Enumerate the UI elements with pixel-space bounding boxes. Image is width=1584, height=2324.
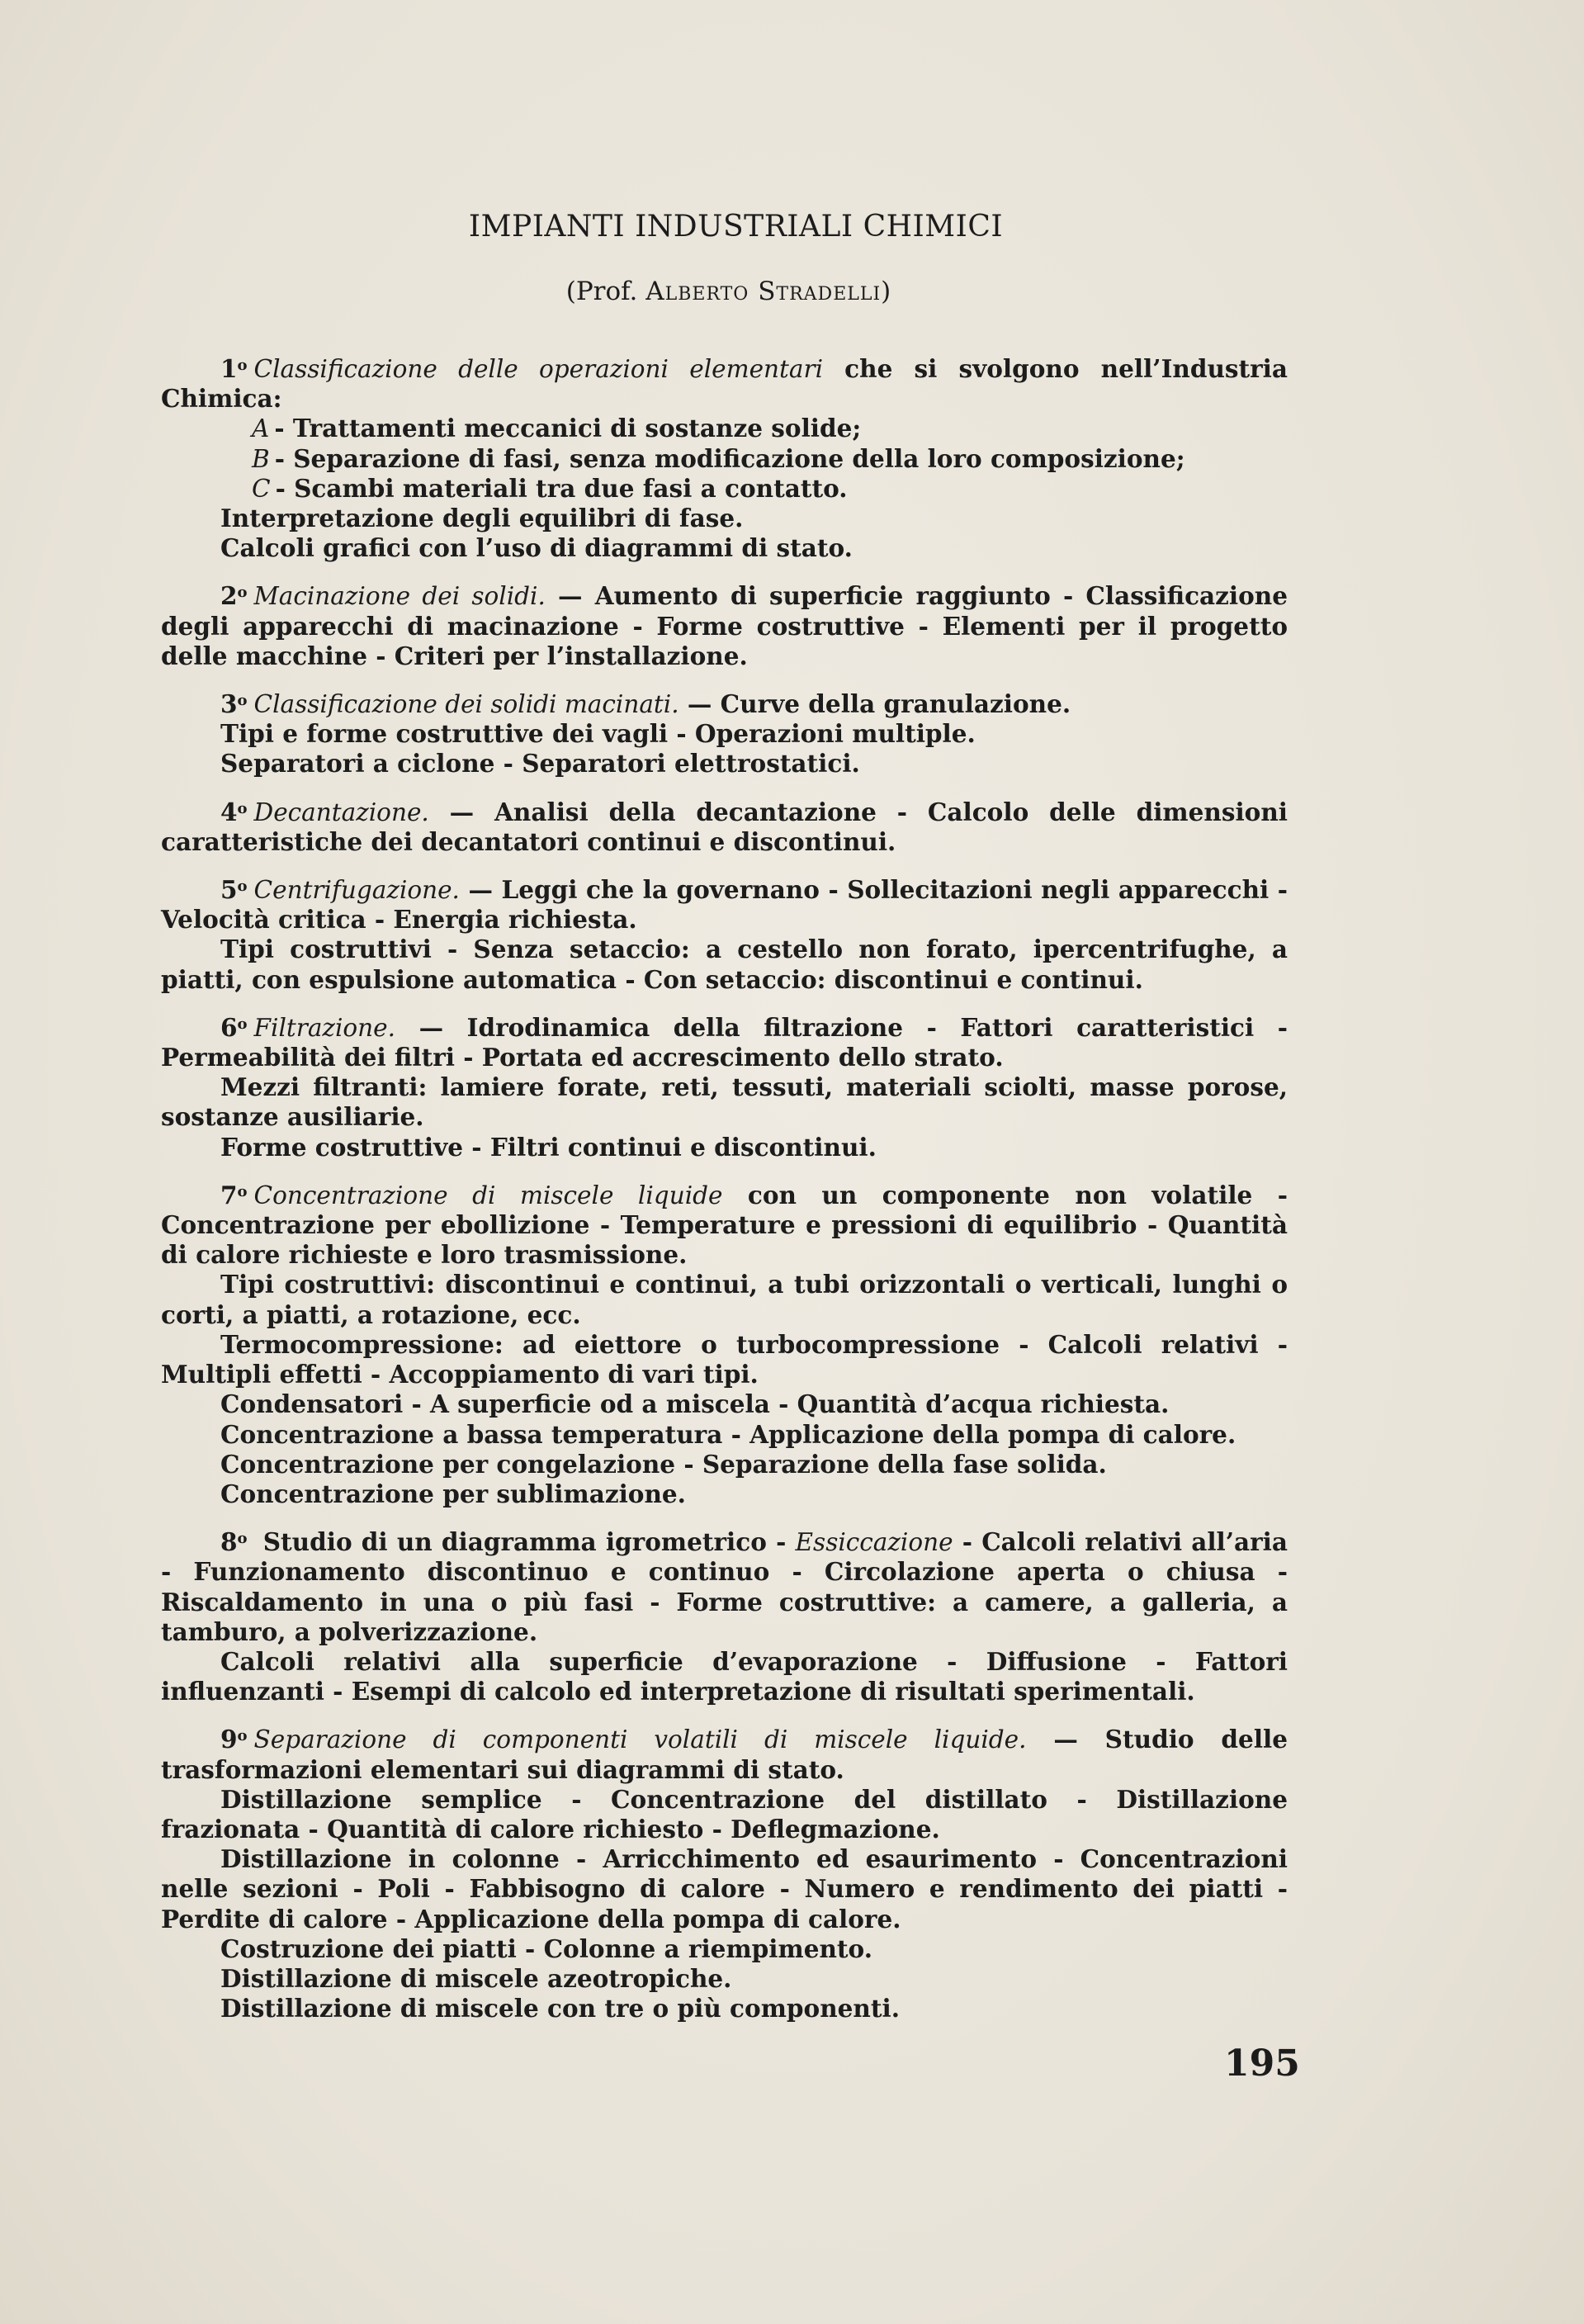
section-5 [161,872,1288,995]
section-title: Macinazione dei solidi. [253,582,546,611]
paragraph: Distillazione in colonne - Arricchimento ed esaurimento - Concentrazioni nelle sezioni - Poli - Fabbisogno di calore - Numero e rendimento dei piatti - Perdite di calore - Applicazione della pompa di calore. [161,1844,1288,1934]
paragraph: Tipi costruttivi: discontinui e continui, a tubi orizzontali o verticali, lunghi o corti, a piatti, a rotazione, ecc. [161,1270,1288,1329]
section-text: — Aumento di superficie raggiunto - Classificazione degli apparecchi di macinazione - Forme costruttive - Elementi per il progetto delle macchine - Criteri per l’installazione. [161,581,1288,670]
section-text: — Idrodinamica della filtrazione - Fattori caratteristici - Permeabilità dei filtri - Portata ed accrescimento dello strato. [161,1012,1288,1072]
paragraph: Concentrazione per congelazione - Separazione della fase solida. [220,1449,1107,1479]
section-number: 8$^o$ [220,1527,248,1557]
section-number: 9$^o$ [220,1725,248,1754]
section-text: — Leggi che la governano - Sollecitazioni negli apparecchi - Velocità critica - Energia richiesta. [161,875,1288,935]
paragraph: Distillazione di miscele con tre o più componenti. [220,1994,900,2023]
section-text: — Studio delle trasformazioni elementari sui diagrammi di stato. [161,1725,1288,1784]
paragraph: Distillazione semplice - Concentrazione del distillato - Distillazione frazionata - Quantità di calore richiesto - Deflegmazione. [161,1784,1288,1844]
paragraph: Tipi e forme costruttive dei vagli - Operazioni multiple. [220,719,976,749]
section-number: 3$^o$ [220,689,248,719]
paragraph: Distillazione di miscele azeotropiche. [220,1963,732,1993]
list-item: A - Trattamenti meccanici di sostanze solide; [252,414,862,443]
page-number: 195 [1224,2042,1300,2085]
list-item: C - Scambi materiali tra due fasi a contatto. [252,473,848,503]
section-9 [161,1721,1288,2023]
section-7 [161,1177,1288,1509]
section-text: che si svolgono nell’Industria Chimica: [161,354,1288,414]
paragraph: Tipi costruttivi - Senza setaccio: a cestello non forato, ipercentrifughe, a piatti, con espulsione automatica - Con setaccio: discontinui e continui. [161,935,1288,994]
section-4 [161,794,1288,857]
section-heading [161,1177,1288,1271]
section-6 [161,1010,1288,1162]
section-heading [161,686,1288,719]
section-heading [161,794,1288,857]
section-text: — Analisi della decantazione - Calcolo delle dimensioni caratteristiche dei decantatori continui e discontinui. [161,797,1288,856]
section-text: - Calcoli relativi all’aria - Funzionamento discontinuo e continuo - Circolazione aperta o chiusa - Riscaldamento in una o più fasi - Forme costruttive: a camere, a galleria, a tamburo, a polverizzazione. [161,1527,1288,1646]
section-text: — Curve della granulazione. [679,689,1071,719]
page-title: IMPIANTI INDUSTRIALI CHIMICI [468,210,1004,244]
section-text: con un componente non volatile - Concentrazione per ebollizione - Temperature e pressioni di equilibrio - Quantità di calore richieste e loro trasmissione. [161,1180,1288,1270]
section-title: Filtrazione. [253,1013,396,1042]
author-close: ) [881,277,891,306]
section-number: 2$^o$ [220,581,248,611]
section-heading [161,578,1288,671]
paragraph: Costruzione dei piatti - Colonne a riempimento. [220,1934,872,1963]
paragraph: Calcoli grafici con l’uso di diagrammi di stato. [220,533,853,563]
section-title: Centrifugazione. [253,876,460,905]
section-heading [161,351,1288,414]
section-number: 5$^o$ [220,875,248,905]
section-heading [161,1010,1288,1072]
section-8 [161,1524,1288,1706]
section-title: Separazione di componenti volatili di miscele liquide. [253,1725,1027,1754]
section-heading [161,872,1288,935]
section-heading [161,1524,1288,1647]
paragraph: Termocompressione: ad eiettore o turbocompressione - Calcoli relativi - Multipli effetti - Accoppiamento di vari tipi. [161,1329,1288,1389]
document-body [161,208,1288,2038]
author-line [169,275,1288,308]
list-item: B - Separazione di fasi, senza modificazione della loro composizione; [252,443,1185,473]
paragraph: Concentrazione a bassa temperatura - Applicazione della pompa di calore. [220,1419,1236,1449]
section-title: Classificazione delle operazioni elementari [253,355,824,383]
paragraph: Mezzi filtranti: lamiere forate, reti, tessuti, materiali sciolti, masse porose, sostanze ausiliarie. [161,1072,1288,1132]
section-heading [161,1721,1288,1784]
section-title: Essiccazione [795,1528,953,1557]
section-number: 4$^o$ [220,797,248,826]
section-number: 7$^o$ [220,1180,248,1209]
paragraph: Calcoli relativi alla superficie d’evaporazione - Diffusione - Fattori influenzanti - Esempi di calcolo ed interpretazione di risultati sperimentali. [161,1646,1288,1706]
section-number: 1$^o$ [220,354,248,383]
author-open: (Prof. [565,277,646,306]
section-title: Classificazione dei solidi macinati. [253,690,679,719]
paragraph: Interpretazione degli equilibri di fase. [220,504,744,533]
section-number: 6$^o$ [220,1012,248,1042]
paragraph: Condensatori - A superficie od a miscela - Quantità d’acqua richiesta. [220,1389,1170,1419]
section-1 [161,351,1288,563]
paragraph: Concentrazione per sublimazione. [220,1479,686,1508]
section-3 [161,686,1288,779]
section-text-pre: Studio di un diagramma igrometrico - [253,1527,796,1557]
paragraph: Separatori a ciclone - Separatori elettrostatici. [220,749,860,779]
section-title: Decantazione. [253,798,429,826]
section-title: Concentrazione di miscele liquide [253,1181,723,1209]
author-name: Alberto Stradelli [645,277,882,306]
paragraph: Forme costruttive - Filtri continui e discontinui. [220,1132,877,1162]
section-2 [161,578,1288,671]
